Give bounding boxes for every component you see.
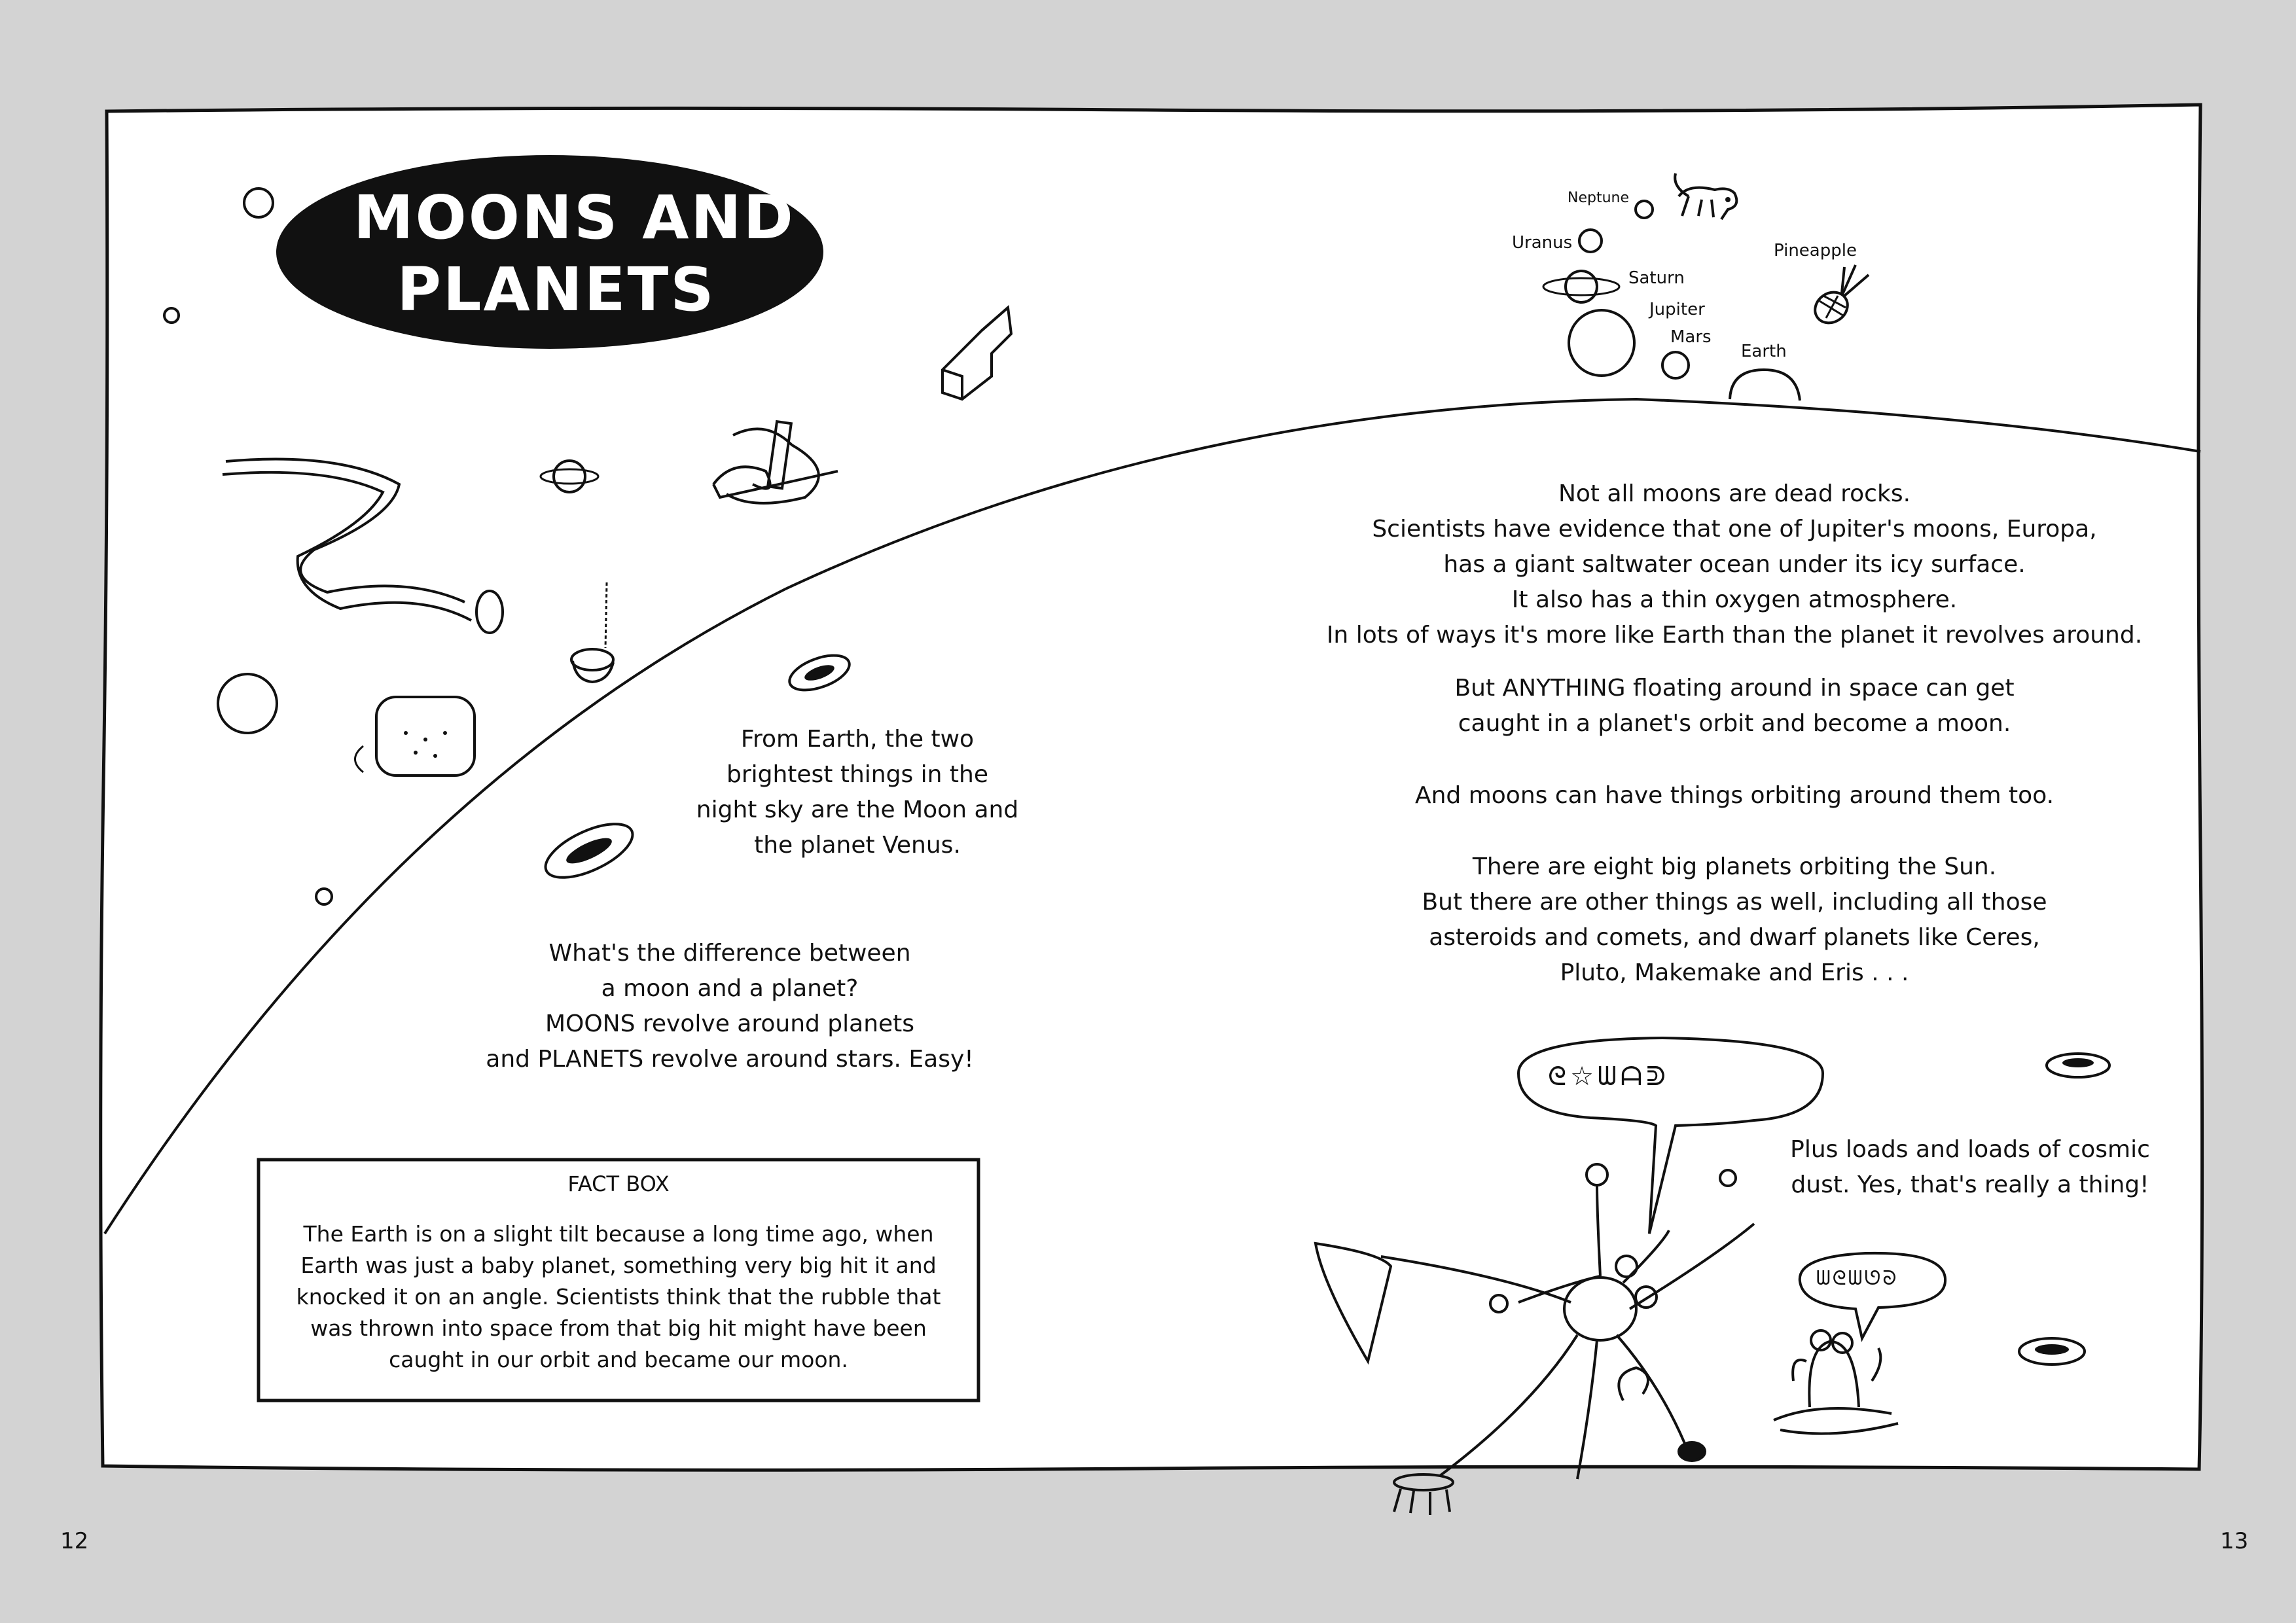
text-line: In lots of ways it's more like Earth than the planet it revolves around. [1326,622,2143,649]
text-line: brightest things in the [726,761,989,788]
label-jupiter: Jupiter [1649,300,1705,319]
text-line: caught in a planet's orbit and become a moon. [1458,710,2011,737]
text-line: has a giant saltwater ocean under its icy surface. [1443,551,2026,578]
text-line: It also has a thin oxygen atmosphere. [1511,586,1958,613]
text-line: From Earth, the two [740,726,975,753]
label-earth: Earth [1741,342,1787,361]
brightest-paragraph [655,722,1060,863]
page-title [353,182,795,326]
text-line: Pluto, Makemake and Eris . . . [1560,959,1909,986]
text-line: And moons can have things orbiting around them too. [1414,782,2054,809]
page-number-left: 12 [60,1528,89,1554]
text-line: and PLANETS revolve around stars. Easy! [486,1046,974,1073]
text-line: MOONS revolve around planets [545,1010,915,1037]
text-line: What's the difference between [548,940,911,967]
text-line: dust. Yes, that's really a thing! [1791,1171,2149,1198]
text-line: was thrown into space from that big hit might have been [310,1315,927,1341]
text-line: the planet Venus. [754,832,961,859]
label-pineapple: Pineapple [1774,241,1857,260]
label-uranus: Uranus [1512,233,1573,253]
ufo-icon [2019,1338,2085,1364]
alien-speech-large: ᘓ☆ᗯᗩᕲ [1548,1061,1670,1092]
text-line: There are eight big planets orbiting the Sun. [1472,853,1997,880]
alien-speech-small: ᗯᘓᗯᘎᘐ [1816,1267,1899,1290]
text-line: Scientists have evidence that one of Jupiter's moons, Europa, [1372,516,2097,543]
text-line: asteroids and comets, and dwarf planets like Ceres, [1429,924,2040,951]
text-line: Plus loads and loads of cosmic [1790,1136,2150,1163]
anything-paragraph [1309,671,2160,741]
europa-paragraph [1244,476,2225,653]
text-line: Earth was just a baby planet, something very big hit it and [300,1253,937,1278]
label-neptune: Neptune [1568,190,1630,206]
cosmic-dust-paragraph [1754,1132,2186,1203]
label-mars: Mars [1670,327,1712,347]
text-line: The Earth is on a slight tilt because a long time ago, when [303,1221,934,1247]
text-line: But there are other things as well, including all those [1422,889,2047,916]
difference-paragraph [452,936,1008,1077]
page-number-right: 13 [2220,1528,2249,1554]
fact-box-heading: FACT BOX [567,1171,670,1196]
eight-planets-paragraph [1276,849,2193,991]
ufo-icon [2047,1054,2109,1077]
text-line: night sky are the Moon and [696,796,1019,823]
text-line: caught in our orbit and became our moon. [389,1347,848,1372]
text-line: a moon and a planet? [601,975,859,1002]
label-saturn: Saturn [1628,268,1685,288]
title-line: MOONS AND [353,183,795,253]
text-line: knocked it on an angle. Scientists think that the rubble that [296,1284,941,1310]
text-line: But ANYTHING floating around in space can get [1454,675,2015,702]
fact-box-body [262,1219,975,1376]
moons-orbit-paragraph [1309,778,2160,813]
title-line: PLANETS [397,255,716,325]
text-line: Not all moons are dead rocks. [1558,480,1911,507]
